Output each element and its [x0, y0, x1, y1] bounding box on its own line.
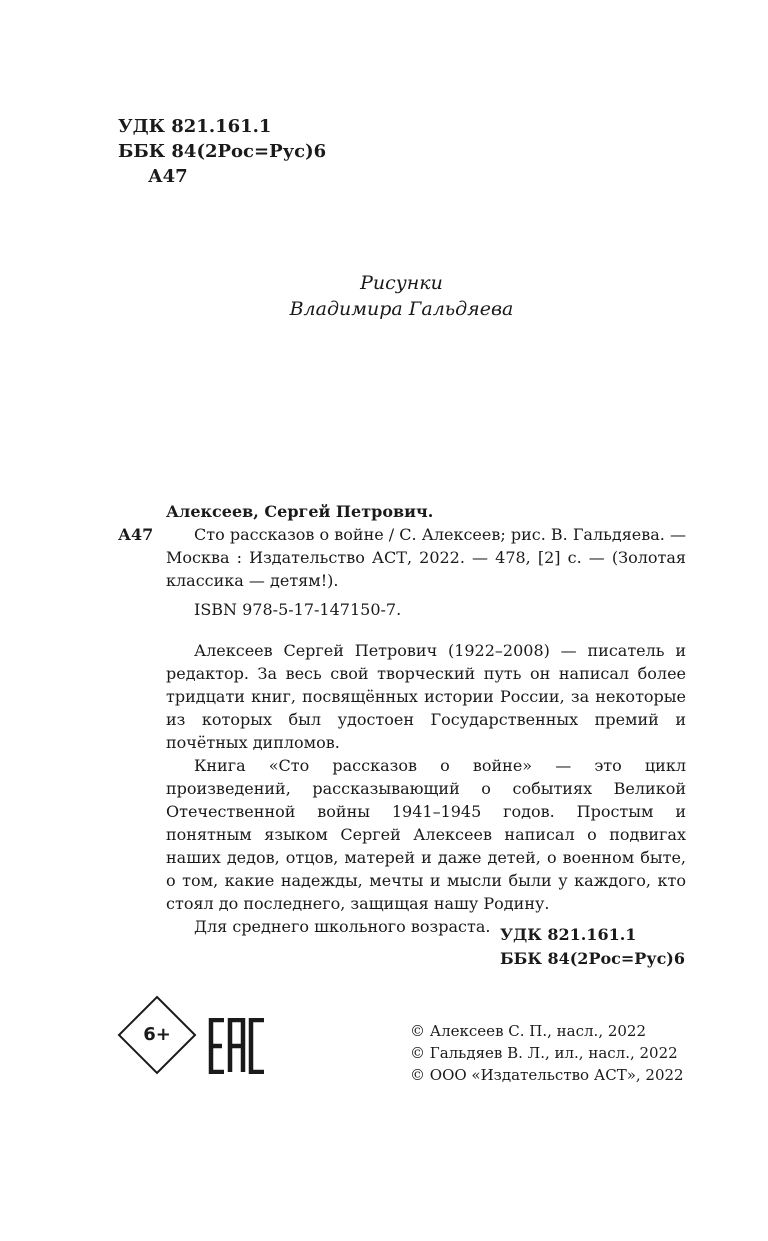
catalog-description: Сто рассказов о войне / С. Алексеев; рис. В. Гальдяева. — Москва : Издательство АСТ, 2022. — 478, [2] с. — (Золотая классика — детям!). — [166, 525, 686, 590]
eac-mark-icon — [208, 1018, 266, 1074]
illustrations-line-1: Рисунки — [360, 272, 443, 294]
copyright-line: © ООО «Издательство АСТ», 2022 — [410, 1066, 684, 1084]
udk-code: УДК 821.161.1 — [118, 116, 272, 137]
annotation — [166, 639, 686, 938]
copyright-line: © Гальдяев В. Л., ил., насл., 2022 — [410, 1044, 678, 1062]
author-mark: А47 — [148, 166, 188, 187]
illustrations-credit — [0, 270, 768, 322]
udk-header-block — [118, 114, 326, 189]
udk-code-bottom: УДК 821.161.1 — [500, 925, 637, 944]
age-rating-badge — [117, 995, 197, 1075]
catalog-author: Алексеев, Сергей Петрович. — [166, 502, 434, 521]
copyright-line: © Алексеев С. П., насл., 2022 — [410, 1022, 647, 1040]
isbn: ISBN 978-5-17-147150-7. — [194, 600, 402, 619]
age-rating-label: 6+ — [143, 1024, 171, 1045]
annotation-paragraph: Алексеев Сергей Петрович (1922–2008) — писатель и редактор. За весь свой творческий путь он написал более тридцати книг, посвящённых истории России, за некоторые из которых был удостоен Государственных премий и почётных дипломов. — [166, 641, 686, 752]
annotation-paragraph: Книга «Сто рассказов о войне» — это цикл произведений, рассказывающий о событиях Великой Отечественной войны 1941–1945 годов. Простым и понятным языком Сергей Алексеев написал о подвигах наших дедов, отцов, матерей и даже детей, о военном быте, о том, какие надежды, мечты и мысли были у каждого, кто стоял до последнего, защищая нашу Родину. — [166, 756, 686, 913]
annotation-paragraph: Для среднего школьного возраста. — [194, 917, 491, 936]
copyright-block — [410, 1020, 684, 1086]
bbk-code-bottom: ББК 84(2Рос=Рус)6 — [500, 949, 686, 968]
bbk-code: ББК 84(2Рос=Рус)6 — [118, 141, 327, 162]
udk-footer-block — [500, 923, 685, 971]
eac-logo — [208, 1018, 266, 1078]
catalog-record — [166, 500, 686, 938]
illustrations-line-2: Владимира Гальдяева — [289, 298, 514, 320]
catalog-author-mark: А47 — [118, 525, 154, 544]
